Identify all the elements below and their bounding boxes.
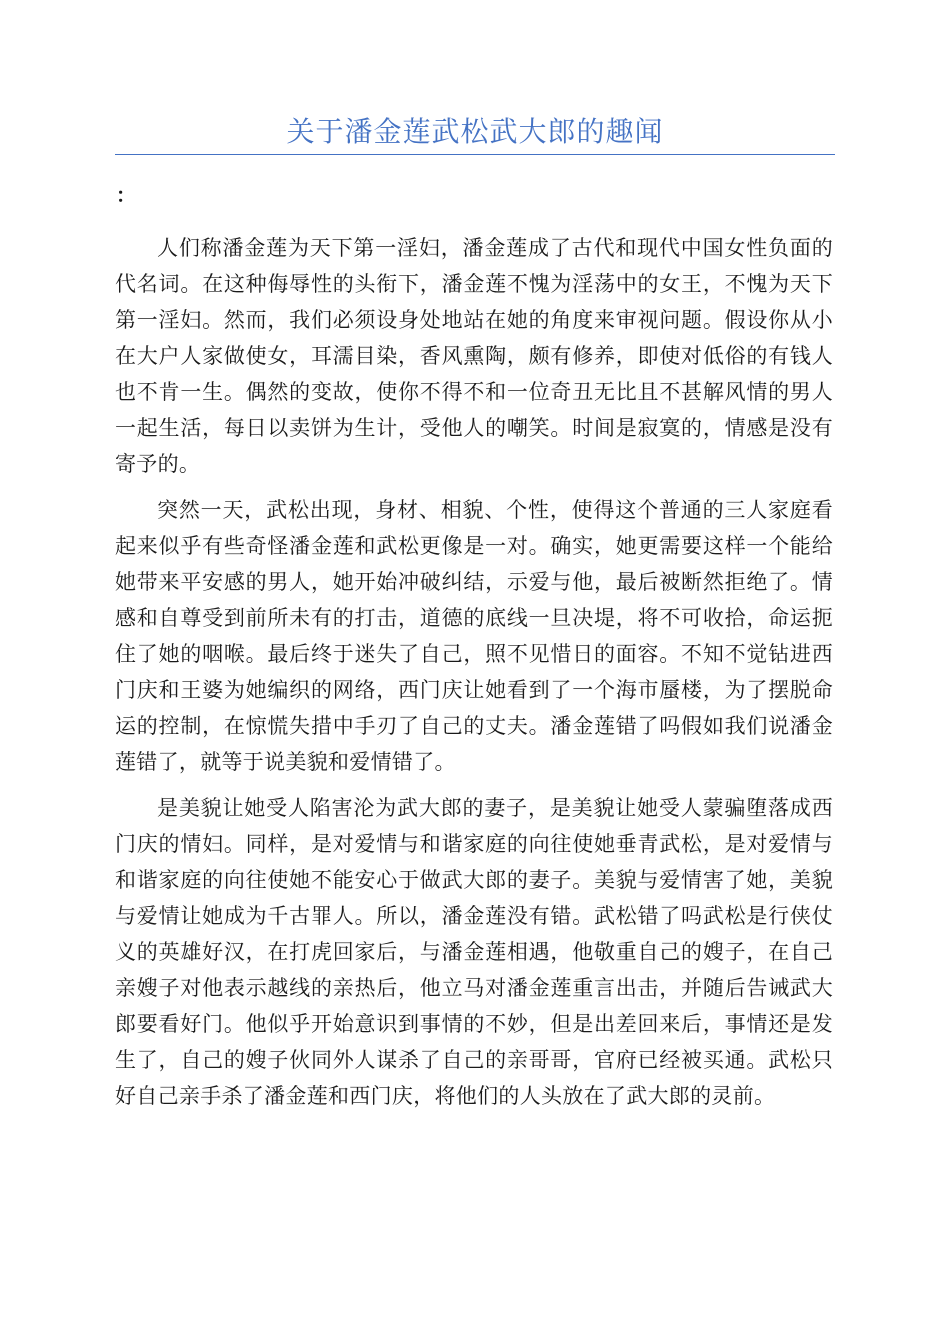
article-body — [115, 230, 833, 1124]
paragraph-2: 突然一天，武松出现，身材、相貌、个性，使得这个普通的三人家庭看起来似乎有些奇怪潘金莲和武松更像是一对。确实，她更需要这样一个能给她带来平安感的男人，她开始冲破纠结，示爱与他，最后被断然拒绝了。情感和自尊受到前所未有的打击，道德的底线一旦决堤，将不可收拾，命运扼住了她的咽喉。最后终于迷失了自己，照不见惜日的面容。不知不觉钻进西门庆和王婆为她编织的网络，西门庆让她看到了一个海市蜃楼，为了摆脱命运的控制，在惊慌失措中手刃了自己的丈夫。潘金莲错了吗假如我们说潘金莲错了，就等于说美貌和爱情错了。 — [115, 498, 833, 774]
lead-colon: ： — [116, 183, 136, 207]
title-underline — [115, 154, 835, 155]
paragraph-3: 是美貌让她受人陷害沦为武大郎的妻子，是美貌让她受人蒙骗堕落成西门庆的情妇。同样，是对爱情与和谐家庭的向往使她垂青武松，是对爱情与和谐家庭的向往使她不能安心于做武大郎的妻子。美貌与爱情害了她，美貌与爱情让她成为千古罪人。所以，潘金莲没有错。武松错了吗武松是行侠仗义的英雄好汉，在打虎回家后，与潘金莲相遇，他敬重自己的嫂子，在自己亲嫂子对他表示越线的亲热后，他立马对潘金莲重言出击，并随后告诫武大郎要看好门。他似乎开始意识到事情的不妙，但是出差回来后，事情还是发生了，自己的嫂子伙同外人谋杀了自己的亲哥哥，官府已经被买通。武松只好自己亲手杀了潘金莲和西门庆，将他们的人头放在了武大郎的灵前。 — [115, 796, 833, 1108]
document-title: 关于潘金莲武松武大郎的趣闻 — [286, 115, 664, 148]
paragraph-1: 人们称潘金莲为天下第一淫妇，潘金莲成了古代和现代中国女性负面的代名词。在这种侮辱性的头衔下，潘金莲不愧为淫荡中的女王，不愧为天下第一淫妇。然而，我们必须设身处地站在她的角度来审视问题。假设你从小在大户人家做使女，耳濡目染，香风熏陶，颇有修养，即使对低俗的有钱人也不肯一生。偶然的变故，使你不得不和一位奇丑无比且不甚解风情的男人一起生活，每日以卖饼为生计，受他人的嘲笑。时间是寂寞的，情感是没有寄予的。 — [115, 236, 833, 476]
